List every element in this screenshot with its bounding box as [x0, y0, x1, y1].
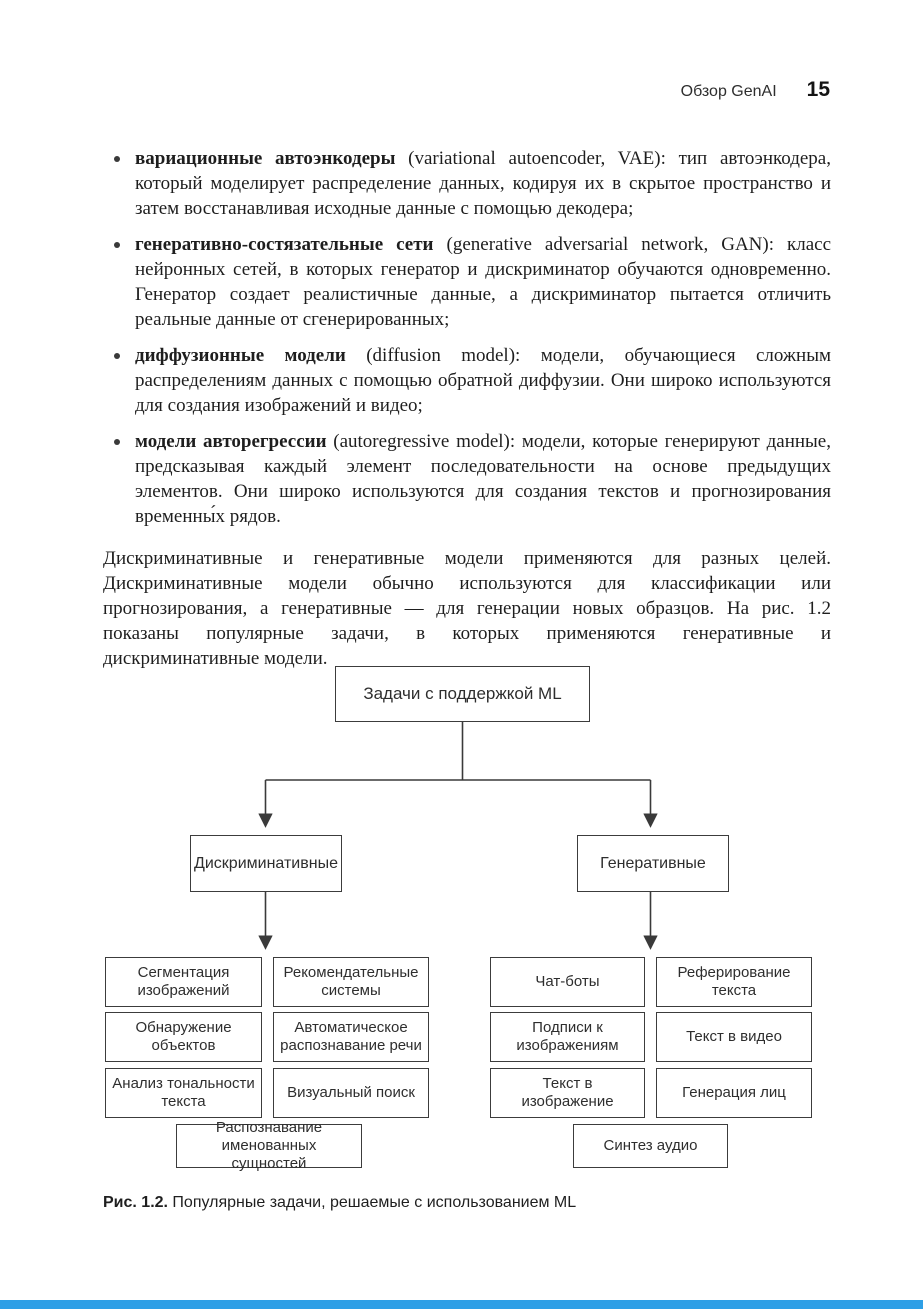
- node-ml-tasks: Задачи с поддержкой ML: [335, 666, 590, 722]
- node-audio-synthesis: Синтез аудио: [573, 1124, 728, 1168]
- ml-tasks-diagram: [0, 650, 923, 1180]
- term-vae-definition: (variational autoencoder, VAE): тип автоэнкодера, который моделирует распределение данных, кодируя их в скрытое пространство и затем восстанавливая исходные данные с помощью декодера;: [135, 148, 831, 219]
- definition-list: [103, 146, 831, 529]
- node-face-generation: Генерация лиц: [656, 1068, 812, 1118]
- node-visual-search: Визуальный поиск: [273, 1068, 429, 1118]
- list-item: [103, 232, 831, 332]
- bullet-icon: [114, 156, 120, 162]
- node-generative: Генеративные: [577, 835, 729, 892]
- term-autoregressive-definition: (autoregressive model): модели, которые генерируют данные, предсказывая каждый элемент последовательности на основе предыдущих элементов. Они широко используются для создания текстов и прогнозирования временны́х рядов.: [135, 431, 831, 527]
- node-sentiment-analysis: Анализ тональности текста: [105, 1068, 262, 1118]
- list-item: [103, 146, 831, 221]
- list-item: [103, 343, 831, 418]
- bullet-icon: [114, 353, 120, 359]
- term-diffusion: диффузионные модели: [135, 345, 346, 366]
- list-item: [103, 429, 831, 529]
- node-chat-bots: Чат-боты: [490, 957, 645, 1007]
- bullet-icon: [114, 242, 120, 248]
- node-object-detection: Обнаружение объектов: [105, 1012, 262, 1062]
- figure-caption-label: Рис. 1.2.: [103, 1194, 168, 1211]
- bullet-icon: [114, 439, 120, 445]
- running-title: Обзор GenAI: [680, 83, 777, 100]
- node-named-entity-recognition: Распознавание именованных сущностей: [176, 1124, 362, 1168]
- body-text: [103, 146, 831, 690]
- node-text-to-image: Текст в изображение: [490, 1068, 645, 1118]
- figure-caption: [103, 1194, 576, 1212]
- node-recommender-systems: Рекомендательные системы: [273, 957, 429, 1007]
- term-vae: вариационные автоэнкодеры: [135, 148, 396, 169]
- term-gan-definition: (generative adversarial network, GAN): класс нейронных сетей, в которых генератор и дискриминатор обучаются одновременно. Генератор создает реалистичные данные, а дискриминатор пытается отличить реальные данные от сгенерированных;: [135, 234, 831, 330]
- node-image-captioning: Подписи к изображениям: [490, 1012, 645, 1062]
- page-header: [681, 78, 830, 102]
- bottom-accent-bar: [0, 1300, 923, 1309]
- page-number: 15: [806, 78, 830, 101]
- node-speech-recognition: Автоматическое распознавание речи: [273, 1012, 429, 1062]
- node-text-summarization: Реферирование текста: [656, 957, 812, 1007]
- figure-caption-text: Популярные задачи, решаемые с использованием ML: [167, 1194, 577, 1211]
- intro-paragraph: Дискриминативные и генеративные модели применяются для разных целей. Дискриминативные модели обычно используются для классификации или прогнозирования, а генеративные — для генерации новых образцов. На рис. 1.2 показаны популярные задачи, в которых применяются генеративные и дискриминативные модели.: [103, 548, 831, 669]
- node-discriminative: Дискриминативные: [190, 835, 342, 892]
- node-text-to-video: Текст в видео: [656, 1012, 812, 1062]
- term-autoregressive: модели авторегрессии: [135, 431, 327, 452]
- node-image-segmentation: Сегментация изображений: [105, 957, 262, 1007]
- term-gan: генеративно-состязательные сети: [135, 234, 434, 255]
- term-diffusion-definition: (diffusion model): модели, обучающиеся сложным распределениям данных с помощью обратной диффузии. Они широко используются для создания изображений и видео;: [135, 345, 831, 416]
